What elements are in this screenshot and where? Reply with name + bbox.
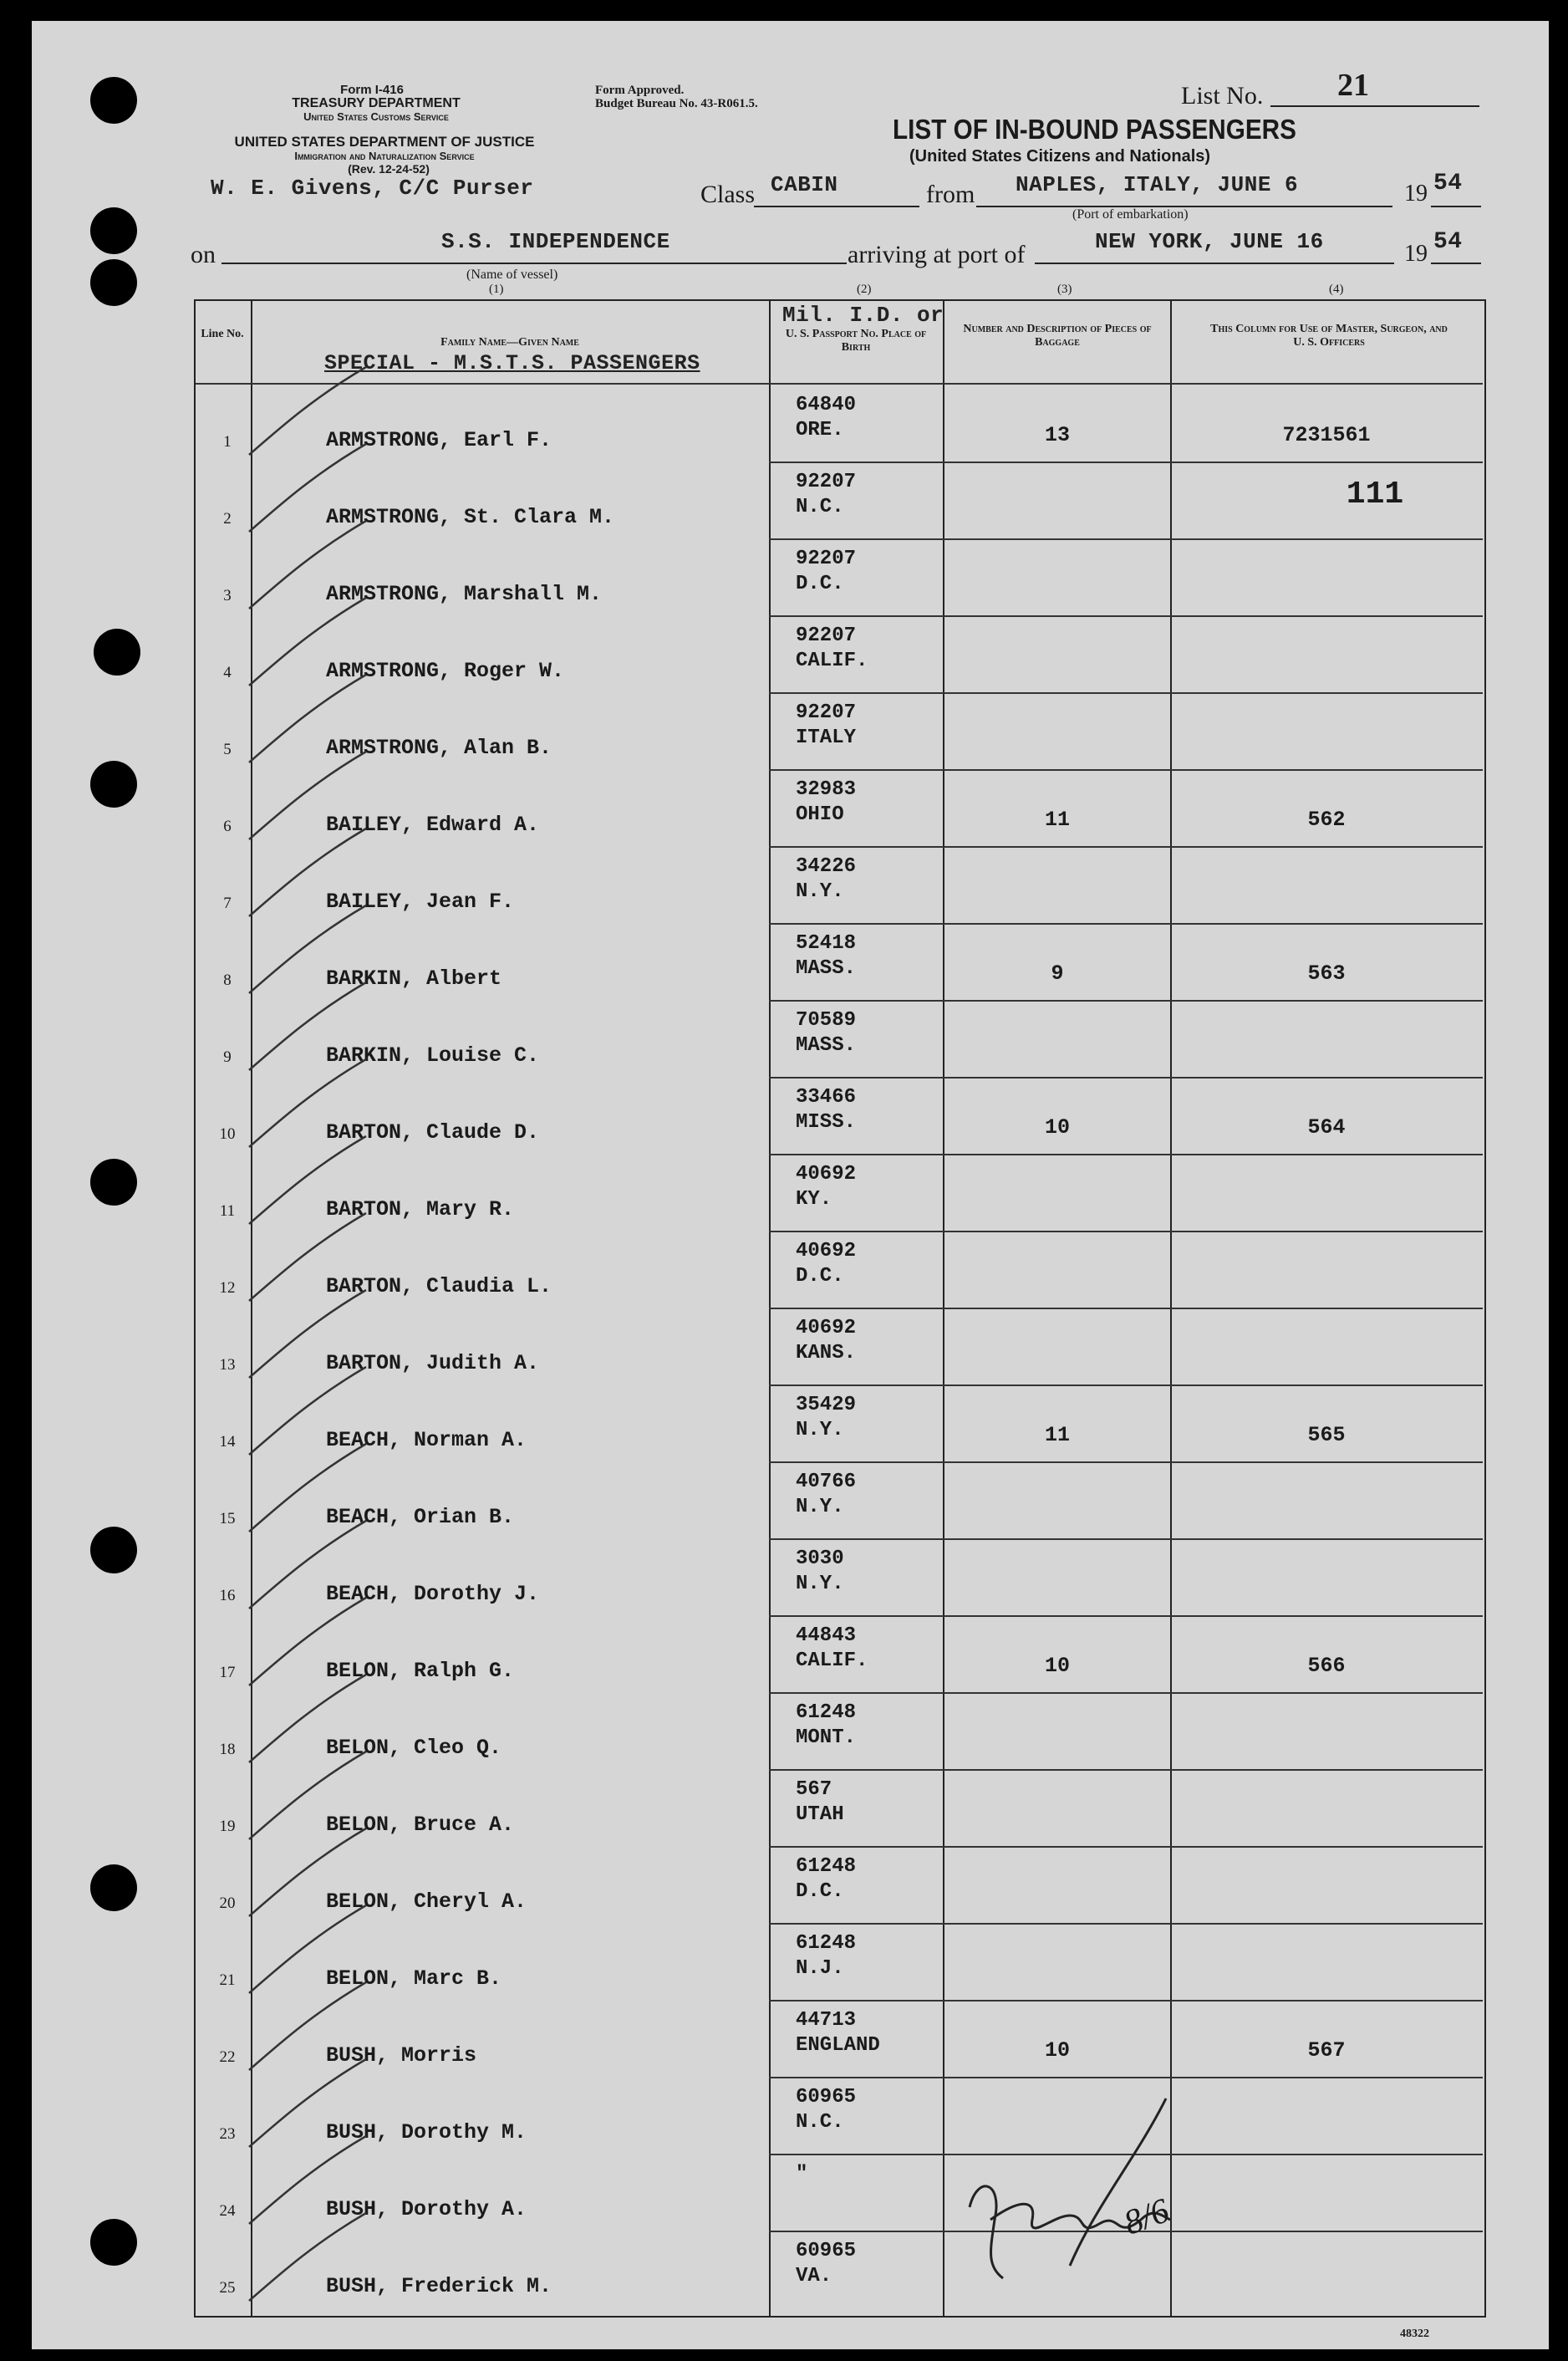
passenger-name: BEACH, Dorothy J. [326, 1582, 540, 1606]
check-mark [249, 1675, 366, 1762]
baggage-count: 13 [1044, 423, 1070, 447]
place-of-birth: MONT. [796, 1726, 857, 1749]
officer-entry: 111 [1346, 477, 1404, 512]
year-prefix: 19 [1404, 181, 1428, 207]
on-label: on [191, 241, 216, 268]
check-mark [249, 367, 366, 455]
passenger-name: BUSH, Morris [326, 2043, 477, 2068]
passenger-name: ARMSTRONG, Roger W. [326, 659, 565, 683]
passenger-name: BELON, Cleo Q. [326, 1736, 502, 1760]
column-4-number: (4) [1329, 283, 1344, 296]
place-of-birth: N.Y. [796, 1496, 844, 1518]
name-column-header: Family Name—Given Name [440, 336, 579, 349]
passenger-name: ARMSTRONG, St. Clara M. [326, 505, 615, 529]
baggage-count: 10 [1044, 2038, 1070, 2063]
line-number: 13 [219, 1356, 236, 1374]
line-number: 7 [223, 895, 232, 912]
vessel-caption: (Name of vessel) [466, 268, 558, 282]
place-of-birth: OHIO [796, 803, 844, 826]
line-number: 16 [219, 1587, 236, 1604]
passenger-name: BELON, Bruce A. [326, 1813, 515, 1837]
passenger-name: BARKIN, Albert [326, 966, 502, 991]
id-number: 40692 [796, 1317, 857, 1339]
officer-entry: 7231561 [1282, 423, 1371, 447]
id-number: 92207 [796, 548, 857, 570]
baggage-count: 10 [1044, 1654, 1070, 1678]
place-of-birth: N.C. [796, 2111, 844, 2134]
id-column-header: U. S. Passport No. Place of Birth [785, 328, 927, 354]
line-number-header: Line No. [201, 328, 244, 340]
id-number: 40692 [796, 1240, 857, 1262]
id-number: 33466 [796, 1086, 857, 1109]
line-number: 1 [223, 433, 232, 451]
id-number: " [796, 2163, 808, 2185]
check-mark [249, 1828, 366, 1916]
id-number: 92207 [796, 625, 857, 647]
class-value: CABIN [771, 172, 838, 197]
list-no-value: 21 [1337, 68, 1369, 103]
check-mark [249, 1752, 366, 1839]
place-of-birth: VA. [796, 2265, 832, 2287]
line-number: 17 [219, 1664, 236, 1681]
passenger-name: BARKIN, Louise C. [326, 1043, 540, 1068]
line-number: 10 [219, 1125, 236, 1143]
check-mark [249, 1982, 366, 2070]
port-embarkation-caption: (Port of embarkation) [1072, 207, 1189, 222]
passenger-name: BARTON, Claudia L. [326, 1274, 552, 1298]
place-of-birth: KANS. [796, 1342, 857, 1364]
year-suffix: 54 [1433, 229, 1463, 255]
baggage-column-header: Number and Description of Pieces of Baggage [963, 323, 1152, 349]
place-of-birth: D.C. [796, 573, 844, 595]
id-number: 92207 [796, 701, 857, 724]
column-1-number: (1) [489, 283, 504, 296]
check-mark [249, 905, 366, 993]
port-of-embarkation: NAPLES, ITALY, JUNE 6 [1016, 172, 1299, 197]
place-of-birth: ORE. [796, 419, 844, 441]
baggage-count: 10 [1044, 1115, 1070, 1140]
passenger-name: BELON, Ralph G. [326, 1659, 515, 1683]
place-of-birth: N.Y. [796, 1573, 844, 1595]
column-2-number: (2) [857, 283, 872, 296]
line-number: 18 [219, 1741, 236, 1758]
place-of-birth: MASS. [796, 1034, 857, 1057]
passenger-name: BARTON, Judith A. [326, 1351, 540, 1375]
name-column-typed-heading: SPECIAL - M.S.T.S. PASSENGERS [324, 351, 700, 375]
line-number: 4 [223, 664, 232, 681]
from-label: from [926, 181, 975, 208]
check-mark [249, 1521, 366, 1609]
passenger-name: BEACH, Norman A. [326, 1428, 527, 1452]
place-of-birth: ENGLAND [796, 2034, 880, 2057]
place-of-birth: N.Y. [796, 1419, 844, 1441]
line-number: 2 [223, 510, 232, 528]
purser-name: W. E. Givens, C/C Purser [211, 176, 534, 201]
place-of-birth: UTAH [796, 1803, 844, 1826]
line-number: 9 [223, 1048, 232, 1066]
check-mark [249, 521, 366, 609]
officer-entry: 562 [1307, 808, 1346, 832]
immigration-service: Immigration and Naturalization Service [294, 150, 475, 162]
place-of-birth: ITALY [796, 727, 857, 749]
check-mark [249, 752, 366, 839]
line-number: 21 [219, 1971, 236, 1989]
handwritten-signature [953, 2073, 1204, 2291]
line-number: 25 [219, 2279, 236, 2297]
id-number: 70589 [796, 1009, 857, 1032]
id-number: 567 [796, 1778, 832, 1801]
line-number: 23 [219, 2125, 236, 2143]
id-number: 3030 [796, 1548, 844, 1570]
officer-entry: 563 [1307, 961, 1346, 986]
check-mark [249, 2059, 366, 2147]
handwritten-annotation: 8/6 [1118, 2191, 1174, 2243]
id-number: 64840 [796, 394, 857, 416]
id-number: 44713 [796, 2009, 857, 2032]
form-approved: Form Approved. [595, 84, 685, 97]
id-number: 32983 [796, 778, 857, 801]
passenger-name: BAILEY, Jean F. [326, 890, 515, 914]
place-of-birth: N.Y. [796, 880, 844, 903]
officer-entry: 566 [1307, 1654, 1346, 1678]
place-of-birth: D.C. [796, 1880, 844, 1903]
id-number: 44843 [796, 1624, 857, 1647]
id-number: 60965 [796, 2086, 857, 2109]
line-number: 20 [219, 1894, 236, 1912]
id-number: 92207 [796, 471, 857, 493]
check-mark [249, 1367, 366, 1455]
document-title: LIST OF IN-BOUND PASSENGERS [893, 114, 1296, 145]
officer-entry: 567 [1307, 2038, 1346, 2063]
officer-entry: 565 [1307, 1423, 1346, 1447]
check-mark [249, 1136, 366, 1224]
baggage-count: 9 [1051, 961, 1064, 986]
id-number: 52418 [796, 932, 857, 955]
passenger-name: ARMSTRONG, Earl F. [326, 428, 552, 452]
document-subtitle: (United States Citizens and Nationals) [909, 147, 1211, 166]
department-of-justice: UNITED STATES DEPARTMENT OF JUSTICE [234, 134, 535, 150]
place-of-birth: D.C. [796, 1265, 844, 1288]
baggage-count: 11 [1044, 808, 1070, 832]
passenger-name: BUSH, Frederick M. [326, 2274, 552, 2298]
officer-entry: 564 [1307, 1115, 1346, 1140]
check-mark [249, 1213, 366, 1301]
id-number: 61248 [796, 1701, 857, 1724]
place-of-birth: CALIF. [796, 1650, 868, 1672]
passenger-name: BUSH, Dorothy A. [326, 2197, 527, 2221]
stamp-number: 48322 [1400, 2328, 1429, 2340]
passenger-name: BELON, Cheryl A. [326, 1889, 527, 1914]
line-number: 15 [219, 1510, 236, 1527]
check-mark [249, 675, 366, 762]
passenger-name: BAILEY, Edward A. [326, 813, 540, 837]
line-number: 11 [219, 1202, 236, 1220]
line-number: 24 [219, 2202, 236, 2220]
id-number: 40766 [796, 1471, 857, 1493]
check-mark [249, 829, 366, 916]
passenger-name: BUSH, Dorothy M. [326, 2120, 527, 2144]
form-number: Form I-416 [340, 83, 404, 97]
line-number: 12 [219, 1279, 236, 1297]
passenger-name: BELON, Marc B. [326, 1966, 502, 1991]
id-number: 60965 [796, 2240, 857, 2262]
port-of-arrival: NEW YORK, JUNE 16 [1095, 229, 1324, 254]
year-suffix: 54 [1433, 171, 1463, 196]
line-number: 5 [223, 741, 232, 758]
line-number: 6 [223, 818, 232, 835]
id-number: 61248 [796, 1855, 857, 1878]
check-mark [249, 598, 366, 686]
passenger-name: BEACH, Orian B. [326, 1505, 515, 1529]
year-prefix: 19 [1404, 241, 1428, 267]
treasury-department: TREASURY DEPARTMENT [292, 96, 461, 110]
officers-column-header: This Column for Use of Master, Surgeon, and U. S. Officers [1210, 323, 1448, 349]
passenger-name: ARMSTRONG, Marshall M. [326, 582, 603, 606]
id-number: 40692 [796, 1163, 857, 1186]
passenger-name: BARTON, Mary R. [326, 1197, 515, 1221]
check-mark [249, 2136, 366, 2224]
passenger-name: ARMSTRONG, Alan B. [326, 736, 552, 760]
arriving-label: arriving at port of [848, 241, 1026, 268]
id-number: 34226 [796, 855, 857, 878]
place-of-birth: N.C. [796, 496, 844, 518]
line-number: 22 [219, 2048, 236, 2066]
place-of-birth: MISS. [796, 1111, 857, 1134]
place-of-birth: N.J. [796, 1957, 844, 1980]
budget-bureau: Budget Bureau No. 43-R061.5. [595, 97, 758, 110]
vessel-name: S.S. INDEPENDENCE [441, 229, 670, 254]
line-number: 14 [219, 1433, 236, 1451]
baggage-count: 11 [1044, 1423, 1070, 1447]
check-mark [249, 444, 366, 532]
line-number: 19 [219, 1818, 236, 1835]
check-mark [249, 982, 366, 1070]
id-number: 35429 [796, 1394, 857, 1416]
check-mark [249, 1598, 366, 1685]
id-number: 61248 [796, 1932, 857, 1955]
customs-service: United States Customs Service [303, 110, 449, 123]
id-column-typed-heading: Mil. I.D. or [782, 303, 944, 328]
list-no-label: List No. [1181, 82, 1264, 110]
passenger-name: BARTON, Claude D. [326, 1120, 540, 1145]
check-mark [249, 2213, 366, 2301]
form-revision: (Rev. 12-24-52) [348, 162, 430, 176]
class-label: Class [700, 181, 756, 208]
column-3-number: (3) [1057, 283, 1072, 296]
check-mark [249, 1290, 366, 1378]
place-of-birth: MASS. [796, 957, 857, 980]
check-mark [249, 1905, 366, 1993]
place-of-birth: KY. [796, 1188, 832, 1211]
line-number: 3 [223, 587, 232, 604]
line-number: 8 [223, 971, 232, 989]
check-mark [249, 1059, 366, 1147]
check-mark [249, 1444, 366, 1532]
place-of-birth: CALIF. [796, 650, 868, 672]
